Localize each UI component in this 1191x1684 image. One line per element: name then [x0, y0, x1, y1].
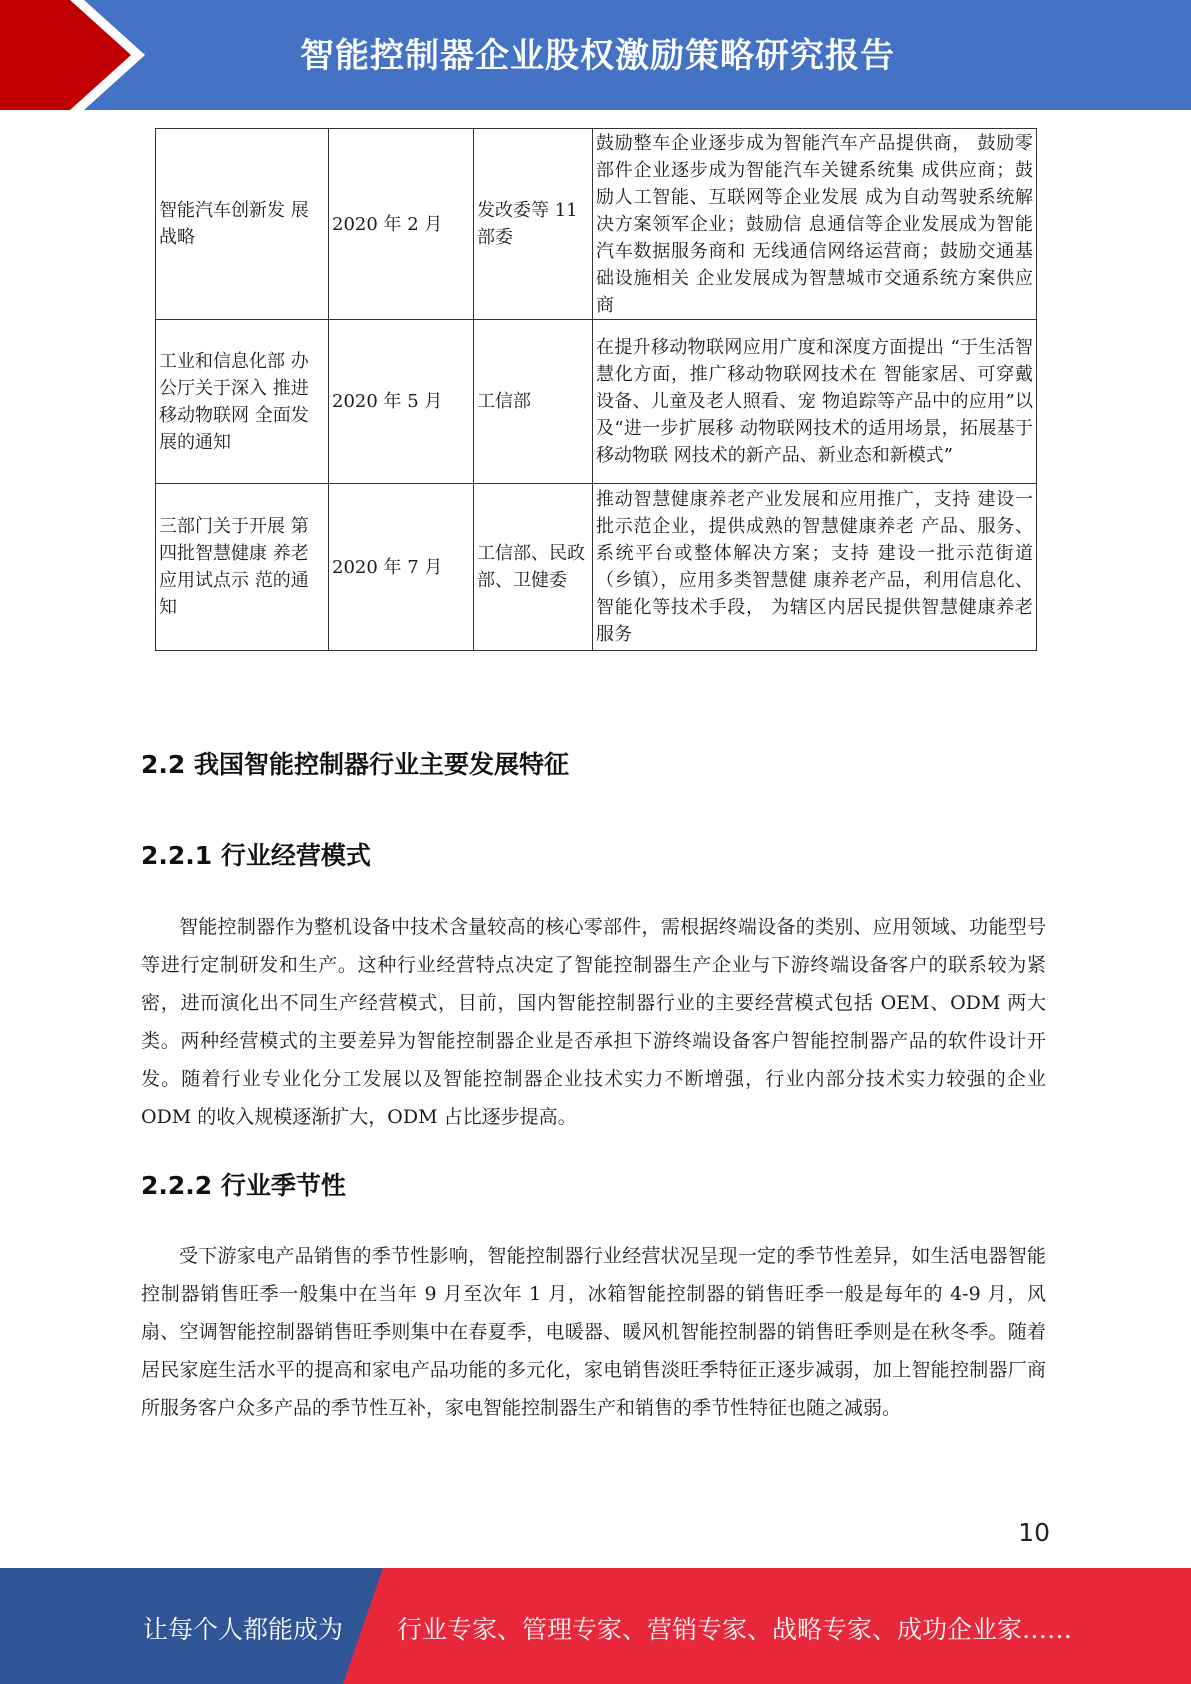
section-heading-2-2-2: 2.2.2 行业季节性	[141, 1171, 346, 1200]
policy-date-cell: 2020 年 7 月	[329, 484, 474, 651]
policy-date-cell: 2020 年 5 月	[329, 320, 474, 484]
policy-name-cell: 三部门关于开展 第四批智慧健康 养老应用试点示 范的通知	[156, 484, 329, 651]
page-number: 10	[1018, 1518, 1050, 1547]
table-row	[156, 129, 1037, 320]
footer-slogan-right: 行业专家、管理专家、营销专家、战略专家、成功企业家……	[397, 1615, 1073, 1644]
policy-name-cell: 智能汽车创新发 展战略	[156, 129, 329, 320]
policy-issuer-cell: 发改委等 11 部委	[474, 129, 593, 320]
table-row	[156, 484, 1037, 651]
section-heading-2-2: 2.2 我国智能控制器行业主要发展特征	[141, 750, 569, 779]
policy-issuer-cell: 工信部、民政部、卫健委	[474, 484, 593, 651]
table-row	[156, 320, 1037, 484]
page-footer	[0, 1568, 1191, 1684]
policy-issuer-cell: 工信部	[474, 320, 593, 484]
report-title: 智能控制器企业股权激励策略研究报告	[300, 36, 895, 76]
policy-content-cell: 在提升移动物联网应用广度和深度方面提出 “于生活智慧化方面，推广移动物联网技术在 智能家居、可穿戴设备、儿童及老人照看、宠 物追踪等产品中的应用”以及“进一步扩展移 动物联网技术的适用场景，拓展基于移动物联 网技术的新产品、新业态和新模式”	[593, 320, 1037, 484]
policy-table	[155, 128, 1037, 651]
section-heading-2-2-1: 2.2.1 行业经营模式	[141, 841, 371, 870]
policy-content-cell: 鼓励整车企业逐步成为智能汽车产品提供商， 鼓励零部件企业逐步成为智能汽车关键系统集 成供应商；鼓励人工智能、互联网等企业发展 成为自动驾驶系统解决方案领军企业；鼓励信 息通信等企业发展成为智能汽车数据服务商和 无线通信网络运营商；鼓励交通基础设施相关 企业发展成为智慧城市交通系统方案供应商	[593, 129, 1037, 320]
paragraph-seasonality: 受下游家电产品销售的季节性影响，智能控制器行业经营状况呈现一定的季节性差异，如生活电器智能控制器销售旺季一般集中在当年 9 月至次年 1 月，冰箱智能控制器的销售旺季一般是每年的 4-9 月，风扇、空调智能控制器销售旺季则集中在春夏季，电暖器、暖风机智能控制器的销售旺季则是在秋冬季。随着居民家庭生活水平的提高和家电产品功能的多元化，家电销售淡旺季特征正逐步减弱，加上智能控制器厂商所服务客户众多产品的季节性互补，家电智能控制器生产和销售的季节性特征也随之减弱。	[141, 1245, 1046, 1419]
page-header	[0, 0, 1191, 110]
paragraph-business-model: 智能控制器作为整机设备中技术含量较高的核心零部件，需根据终端设备的类别、应用领域、功能型号等进行定制研发和生产。这种行业经营特点决定了智能控制器生产企业与下游终端设备客户的联系较为紧密，进而演化出不同生产经营模式，目前，国内智能控制器行业的主要经营模式包括 OEM、ODM 两大类。两种经营模式的主要差异为智能控制器企业是否承担下游终端设备客户智能控制器产品的软件设计开发。随着行业专业化分工发展以及智能控制器企业技术实力不断增强，行业内部分技术实力较强的企业 ODM 的收入规模逐渐扩大，ODM 占比逐步提高。	[141, 916, 1046, 1128]
policy-content-cell: 推动智慧健康养老产业发展和应用推广，支持 建设一批示范企业，提供成熟的智慧健康养老 产品、服务、系统平台或整体解决方案；支持 建设一批示范街道（乡镇），应用多类智慧健 康养老产品，利用信息化、智能化等技术手段， 为辖区内居民提供智慧健康养老服务	[593, 484, 1037, 651]
policy-name-cell: 工业和信息化部 办公厅关于深入 推进移动物联网 全面发展的通知	[156, 320, 329, 484]
policy-date-cell: 2020 年 2 月	[329, 129, 474, 320]
footer-slogan-left: 让每个人都能成为	[143, 1615, 344, 1644]
